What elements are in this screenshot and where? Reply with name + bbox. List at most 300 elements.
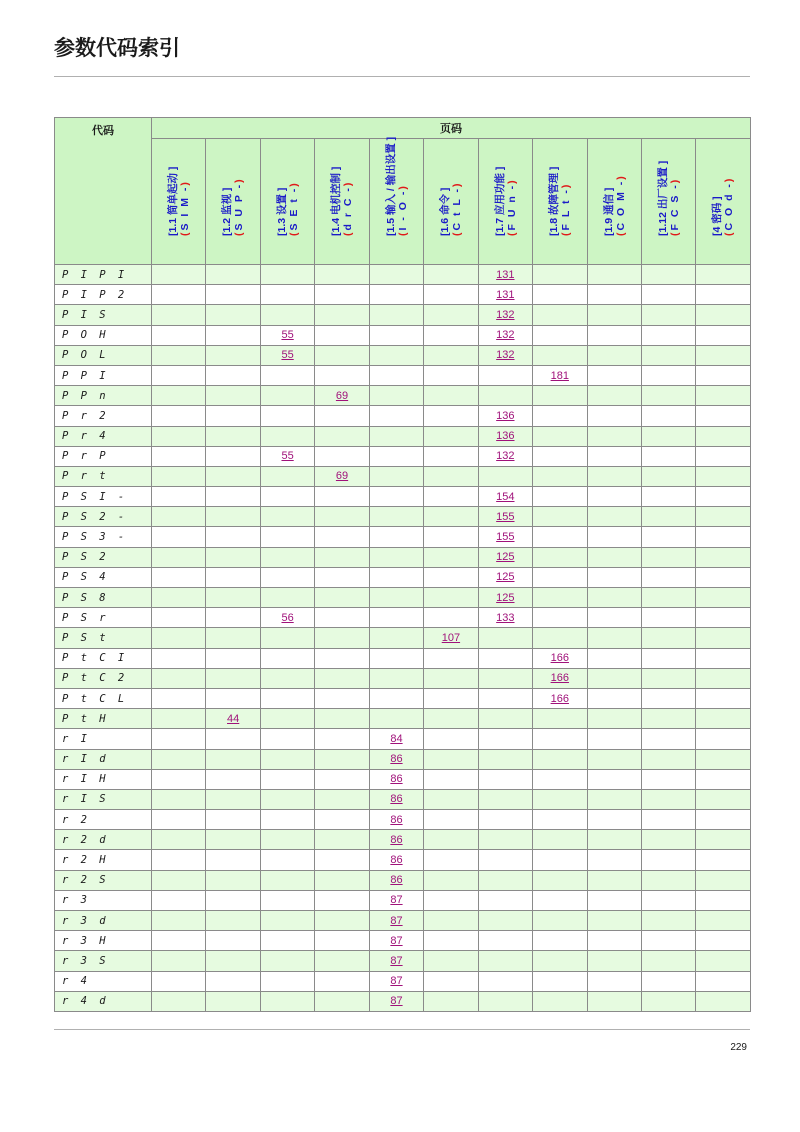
page-cell [315,688,369,708]
page-cell [152,345,206,365]
page-cell [641,911,695,931]
page-cell [315,971,369,991]
page-cell [206,870,260,890]
page-cell [424,850,478,870]
page-cell [206,648,260,668]
page-cell [533,345,587,365]
menu-label: [1.8 故障管理 ] [548,166,561,236]
page-cell [587,749,641,769]
page-cell [152,265,206,285]
page-cell [369,870,423,890]
parameter-index-table [54,117,751,1012]
page-cell [641,749,695,769]
menu-column-header [260,139,314,265]
page-cell [152,729,206,749]
menu-column-header [152,139,206,265]
page-cell [369,487,423,507]
page-link[interactable]: 125 [496,591,515,604]
page-cell [478,870,532,890]
parameter-code: r 4 [55,971,152,991]
parameter-code: r I H [55,769,152,789]
page-link[interactable]: 125 [496,551,515,564]
page-cell [533,789,587,809]
parameter-code: P O L [55,345,152,365]
page-cell [152,547,206,567]
page-link[interactable]: 86 [390,753,403,766]
page-link[interactable]: 86 [390,813,403,826]
page-cell [478,729,532,749]
parameter-code: P P n [55,386,152,406]
page-cell [424,507,478,527]
page-cell [260,688,314,708]
page-cell [696,426,751,446]
table-row [55,830,751,850]
page-link[interactable]: 86 [390,793,403,806]
page-cell [533,911,587,931]
page-cell [152,608,206,628]
parameter-code: P S I - [55,487,152,507]
page-cell [478,466,532,486]
page-link[interactable]: 166 [550,672,569,685]
menu-code: S I M - [179,185,191,231]
menu-label: [1.2 监视 ] [221,187,234,236]
page-cell [260,305,314,325]
table-row [55,365,751,385]
table-row [55,931,751,951]
page-cell [152,830,206,850]
page-cell [315,769,369,789]
page-cell [152,951,206,971]
page-cell [696,991,751,1011]
parameter-code: P S 2 [55,547,152,567]
page-cell [260,951,314,971]
page-cell [641,325,695,345]
page-cell [696,668,751,688]
page-cell [315,789,369,809]
menu-code: F U n - [505,183,518,231]
page-link[interactable]: 107 [441,631,461,644]
menu-code: C O d - [723,182,736,231]
page-link[interactable]: 166 [550,652,569,665]
parameter-code: P t C 2 [55,668,152,688]
page-cell [369,991,423,1011]
page-cell [641,365,695,385]
menu-label: [1.1 简单起动 ] [167,166,179,236]
page-cell [533,890,587,910]
page-link[interactable]: 55 [281,349,294,362]
page-cell [424,567,478,587]
page-cell [152,507,206,527]
page-cell [260,446,314,466]
page-link[interactable]: 132 [496,349,515,362]
page-cell [260,567,314,587]
page-cell [424,345,478,365]
table-row [55,648,751,668]
page-cell [696,830,751,850]
page-cell [696,406,751,426]
page-cell [424,446,478,466]
page-cell [369,688,423,708]
page-cell [315,749,369,769]
parameter-code: r 3 H [55,931,152,951]
page-cell [369,608,423,628]
page-cell [152,628,206,648]
page-cell [696,527,751,547]
table-row [55,890,751,910]
menu-code-line: (C O M -) [614,174,627,236]
page-cell [641,446,695,466]
page-cell [587,567,641,587]
page-cell [424,305,478,325]
page-cell [587,709,641,729]
parameter-code: r 4 d [55,991,152,1011]
page-cell [478,668,532,688]
page-cell [260,466,314,486]
page-cell [696,729,751,749]
table-row [55,446,751,466]
page-cell [424,325,478,345]
page-cell [260,406,314,426]
page-cell [478,305,532,325]
page-link[interactable]: 55 [281,450,294,463]
page-cell [478,931,532,951]
page-cell [260,608,314,628]
page-cell [478,446,532,466]
page-cell [533,648,587,668]
table-row [55,951,751,971]
page-number: 229 [730,1042,747,1053]
menu-column-header [424,139,478,265]
menu-label: [1.12 出厂设置 ] [656,160,669,236]
page-cell [478,265,532,285]
bottom-divider [54,1029,750,1030]
parameter-code: P I S [55,305,152,325]
page-cell [260,971,314,991]
table-row [55,406,751,426]
table-row [55,487,751,507]
page-cell [424,890,478,910]
page-cell [533,386,587,406]
page-cell [533,709,587,729]
parameter-code: P I P 2 [55,285,152,305]
page-cell [587,668,641,688]
page-link[interactable]: 86 [390,773,403,786]
page-cell [587,487,641,507]
page-cell [315,628,369,648]
page-cell [260,345,314,365]
page-link[interactable]: 84 [390,732,403,745]
page-cell [533,527,587,547]
parameter-code: P t C L [55,688,152,708]
table-row [55,769,751,789]
page-cell [260,991,314,1011]
page-link[interactable]: 133 [496,611,515,624]
page-cell [478,608,532,628]
page-cell [478,426,532,446]
menu-column-header [587,139,641,265]
page-cell [424,365,478,385]
page-cell [369,365,423,385]
page-cell [369,406,423,426]
page-cell [478,769,532,789]
page-cell [533,870,587,890]
page-cell [587,911,641,931]
menu-code: S E t - [287,186,300,231]
menu-column-header [641,139,695,265]
table-row [55,466,751,486]
page-cell [641,406,695,426]
page-cell [206,466,260,486]
page-cell [369,668,423,688]
page-cell [587,769,641,789]
page-cell [478,527,532,547]
page-cell [641,688,695,708]
page-cell [260,830,314,850]
page-cell [369,810,423,830]
page-link[interactable]: 155 [496,531,515,544]
page-cell [533,749,587,769]
page-link[interactable]: 44 [227,712,240,725]
page-cell [533,830,587,850]
table-row [55,688,751,708]
page-cell [533,466,587,486]
table-row [55,709,751,729]
page-cell [369,426,423,446]
page-link[interactable]: 86 [390,833,403,846]
page-cell [533,810,587,830]
page-cell [369,265,423,285]
page-link[interactable]: 181 [550,369,569,382]
page-cell [424,931,478,951]
page-cell [587,285,641,305]
page-cell [206,406,260,426]
page-cell [696,265,751,285]
page-link[interactable]: 155 [496,510,515,523]
page-cell [641,729,695,749]
page-link[interactable]: 55 [281,329,294,342]
page-link[interactable]: 87 [390,995,403,1008]
page-title: 参数代码索引 [54,36,180,60]
page-cell [533,971,587,991]
page-cell [369,285,423,305]
page-cell [696,588,751,608]
page-cell [315,931,369,951]
page-link[interactable]: 131 [496,268,515,281]
page-cell [206,426,260,446]
page-cell [696,911,751,931]
page-cell [206,305,260,325]
menu-label: [1.9 通信 ] [602,187,615,236]
page-link[interactable]: 69 [335,470,349,483]
page-cell [587,547,641,567]
page-cell [315,890,369,910]
page-cell [641,628,695,648]
page-cell [206,527,260,547]
page-cell [369,628,423,648]
page-cell [315,507,369,527]
parameter-code: r 3 [55,890,152,910]
page-cell [206,911,260,931]
page-cell [315,870,369,890]
page-cell [587,345,641,365]
page-link[interactable]: 125 [496,571,515,584]
page-link[interactable]: 87 [390,914,403,927]
page-cell [315,305,369,325]
page-cell [315,466,369,486]
page-cell [152,850,206,870]
page-cell [424,648,478,668]
page-cell [260,911,314,931]
parameter-code: P O H [55,325,152,345]
page-cell [152,971,206,991]
page-cell [424,547,478,567]
table-row [55,971,751,991]
page-cell [696,305,751,325]
page-link[interactable]: 56 [281,611,294,624]
page-link[interactable]: 131 [496,288,515,301]
page-link[interactable]: 132 [496,329,515,342]
page-link[interactable]: 87 [390,934,403,947]
page-cell [152,890,206,910]
top-divider [54,76,750,77]
page-cell [424,487,478,507]
page-cell [369,911,423,931]
page-cell [152,648,206,668]
page-link[interactable]: 86 [390,874,403,887]
page-cell [260,487,314,507]
menu-label: [1.7 应用功能 ] [493,166,506,236]
menu-code-line: (F C S -) [668,177,681,236]
page-cell [696,628,751,648]
page-cell [641,830,695,850]
page-link[interactable]: 132 [496,450,515,463]
page-link[interactable]: 86 [390,854,403,867]
page-link[interactable]: 132 [496,308,515,321]
page-cell [641,527,695,547]
page-link[interactable]: 154 [496,490,515,503]
page-link[interactable]: 87 [390,954,403,967]
page-cell [206,810,260,830]
page-cell [152,789,206,809]
page-cell [641,588,695,608]
page-cell [315,911,369,931]
page-link[interactable]: 166 [550,692,569,705]
menu-header-row [55,139,751,265]
page-cell [533,608,587,628]
page-cell [478,911,532,931]
page-cell [315,386,369,406]
parameter-code: P S r [55,608,152,628]
parameter-code: r 2 [55,810,152,830]
page-cell [641,931,695,951]
page-cell [587,588,641,608]
table-row [55,628,751,648]
page-cell [587,729,641,749]
page-cell [315,365,369,385]
table-row [55,810,751,830]
page-cell [641,709,695,729]
page-cell [533,426,587,446]
parameter-code: r I S [55,789,152,809]
page-cell [152,325,206,345]
table-row [55,507,751,527]
page-cell [641,507,695,527]
page-cell [696,487,751,507]
page-cell [152,365,206,385]
page-cell [206,951,260,971]
page-cell [424,729,478,749]
page-cell [315,547,369,567]
page-cell [260,769,314,789]
page-cell [152,749,206,769]
page-cell [478,406,532,426]
page-cell [424,426,478,446]
table-row [55,265,751,285]
page-link[interactable]: 136 [496,430,515,443]
page-cell [260,325,314,345]
page-link[interactable]: 87 [390,975,403,988]
page-cell [369,931,423,951]
page-cell [424,527,478,547]
page-cell [533,668,587,688]
page-cell [696,951,751,971]
page-link[interactable]: 136 [496,409,515,422]
page-cell [369,971,423,991]
page-cell [587,507,641,527]
table-row [55,345,751,365]
page-link[interactable]: 69 [335,389,349,402]
page-link[interactable]: 87 [390,894,403,907]
menu-code-line: (I - O -) [396,184,409,236]
page-cell [424,911,478,931]
page-cell [424,991,478,1011]
page-cell [478,365,532,385]
page-cell [260,810,314,830]
page-cell [533,628,587,648]
page-cell [260,749,314,769]
page-cell [206,668,260,688]
page-cell [206,365,260,385]
page-cell [369,729,423,749]
parameter-code: r I [55,729,152,749]
page-cell [369,345,423,365]
page-cell [260,285,314,305]
page-cell [478,830,532,850]
page-cell [152,870,206,890]
code-column-header: 代码 [55,118,152,265]
page-cell [533,588,587,608]
table-row [55,386,751,406]
page-cell [533,365,587,385]
page-cell [478,951,532,971]
page-cell [478,386,532,406]
menu-column-header [533,139,587,265]
page-cell [696,365,751,385]
page-cell [641,487,695,507]
table-row [55,870,751,890]
table-row [55,567,751,587]
menu-column-header [206,139,260,265]
page-cell [424,749,478,769]
page-cell [369,951,423,971]
page-cell [424,588,478,608]
page-cell [478,688,532,708]
parameter-code: P t H [55,709,152,729]
page-cell [369,527,423,547]
page-cell [478,487,532,507]
page-cell [478,507,532,527]
page-cell [641,668,695,688]
